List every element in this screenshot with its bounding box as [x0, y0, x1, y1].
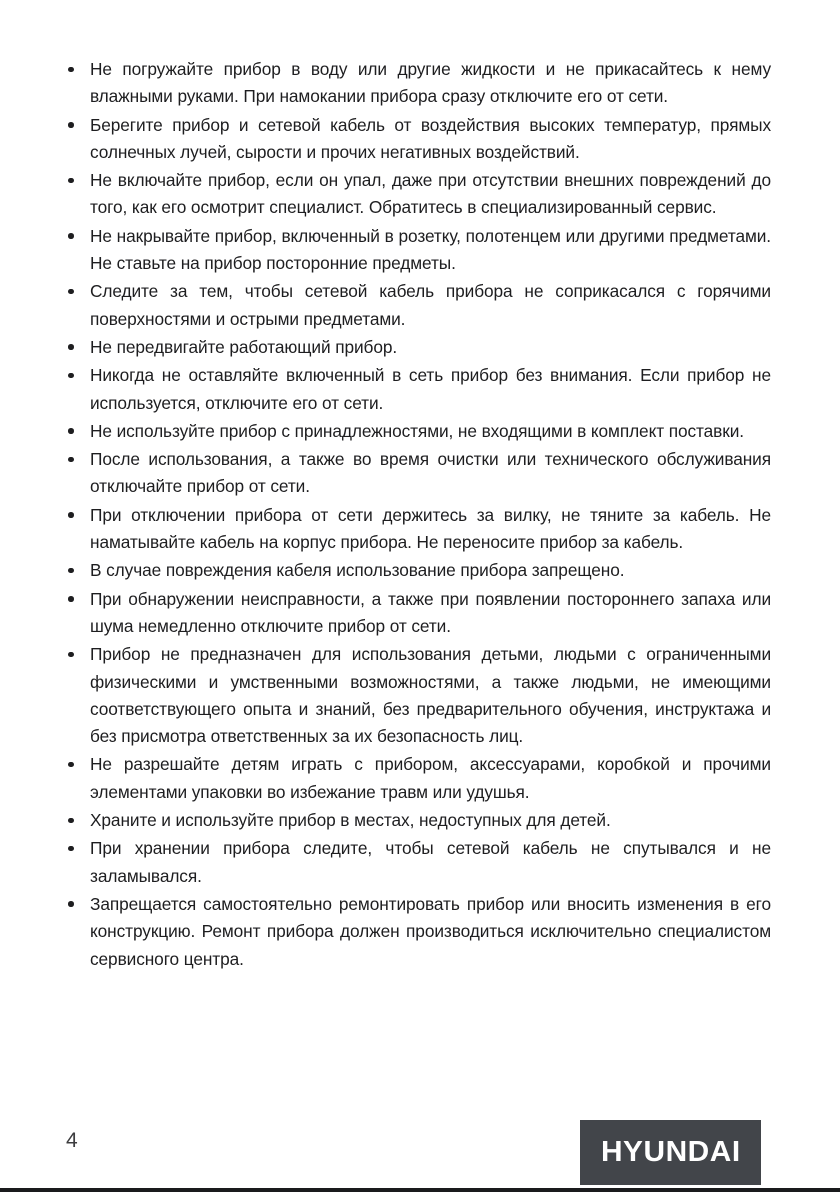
list-item-text: Никогда не оставляйте включенный в сеть прибор без внимания. Если прибор не используется, отключите его от сети.: [90, 365, 771, 413]
list-item: [90, 278, 771, 333]
page-bottom-edge: [0, 1188, 840, 1192]
bullet-icon: [68, 901, 74, 907]
bullet-icon: [68, 846, 74, 852]
bullet-icon: [68, 344, 74, 350]
list-item: [90, 557, 771, 584]
list-item-text: Не используйте прибор с принадлежностями, не входящими в комплект поставки.: [90, 420, 744, 441]
list-item: [90, 334, 771, 361]
list-item-text: В случае повреждения кабеля использование прибора запрещено.: [90, 560, 625, 581]
list-item: [90, 167, 771, 222]
list-item-text: После использования, а также во время очистки или технического обслуживания отключайте прибор от сети.: [90, 449, 771, 497]
list-item-text: При отключении прибора от сети держитесь за вилку, не тяните за кабель. Не наматывайте кабель на корпус прибора. Не переносите прибор за кабель.: [90, 504, 771, 553]
list-item-text: Не передвигайте работающий прибор.: [90, 336, 398, 357]
bullet-icon: [68, 373, 74, 379]
bullet-icon: [68, 512, 74, 518]
list-item-text: При обнаружении неисправности, а также при появлении постороннего запаха или шума немедленно отключите прибор от сети.: [90, 588, 771, 636]
list-item-text: Не включайте прибор, если он упал, даже при отсутствии внешних повреждений до того, как его осмотрит специалист. Обратитесь в специализированный сервис.: [90, 170, 771, 218]
list-item: [90, 223, 771, 278]
bullet-icon: [68, 457, 74, 463]
list-item: [90, 807, 771, 834]
list-item-text: Берегите прибор и сетевой кабель от воздействия высоких температур, прямых солнечных лучей, сырости и прочих негативных воздействий.: [90, 114, 771, 162]
list-item-text: При хранении прибора следите, чтобы сетевой кабель не спутывался и не заламывался.: [90, 838, 771, 886]
bullet-icon: [68, 596, 74, 602]
bullet-icon: [68, 428, 74, 434]
brand-logo: [580, 1120, 761, 1185]
bullet-icon: [68, 762, 74, 768]
list-item: [90, 891, 771, 973]
list-item: [90, 446, 771, 501]
list-item-text: Запрещается самостоятельно ремонтировать прибор или вносить изменения в его конструкцию. Ремонт прибора должен производиться исключительно специалистом сервисного центра.: [90, 893, 771, 969]
bullet-icon: [68, 289, 74, 295]
page-number: 4: [66, 1129, 78, 1152]
list-item: [90, 502, 771, 557]
list-item-text: Храните и используйте прибор в местах, недоступных для детей.: [90, 810, 611, 831]
bullet-icon: [68, 122, 74, 128]
bullet-icon: [68, 178, 74, 184]
list-item: [90, 418, 771, 445]
list-item: [90, 835, 771, 890]
bullet-icon: [68, 818, 74, 824]
list-item: [90, 112, 771, 167]
brand-logo-text: HYUNDAI: [600, 1136, 741, 1168]
bullet-icon: [68, 568, 74, 574]
list-item: [90, 362, 771, 417]
safety-instructions-list: [90, 56, 771, 974]
list-item-text: Не накрывайте прибор, включенный в розетку, полотенцем или другими предметами. Не ставьте на прибор посторонние предметы.: [90, 225, 771, 274]
list-item-text: Следите за тем, чтобы сетевой кабель прибора не соприкасался с горячими поверхностями и острыми предметами.: [90, 281, 771, 329]
list-item-text: Не разрешайте детям играть с прибором, аксессуарами, коробкой и прочими элементами упаковки во избежание травм или удушья.: [90, 754, 771, 802]
list-item: [90, 56, 771, 111]
bullet-icon: [68, 233, 74, 239]
list-item-text: Не погружайте прибор в воду или другие жидкости и не прикасайтесь к нему влажными руками. При намокании прибора сразу отключите его от сети.: [90, 59, 771, 107]
list-item: [90, 586, 771, 641]
bullet-icon: [68, 652, 74, 658]
list-item: [90, 641, 771, 750]
list-item: [90, 751, 771, 806]
list-item-text: Прибор не предназначен для использования детьми, людьми с ограниченными физическими и умственными возможностями, а также людьми, не имеющими соответствующего опыта и знаний, без предварительного обучения, инструктажа и без присмотра ответственных за их безопасность лиц.: [90, 644, 771, 747]
bullet-icon: [68, 67, 74, 73]
